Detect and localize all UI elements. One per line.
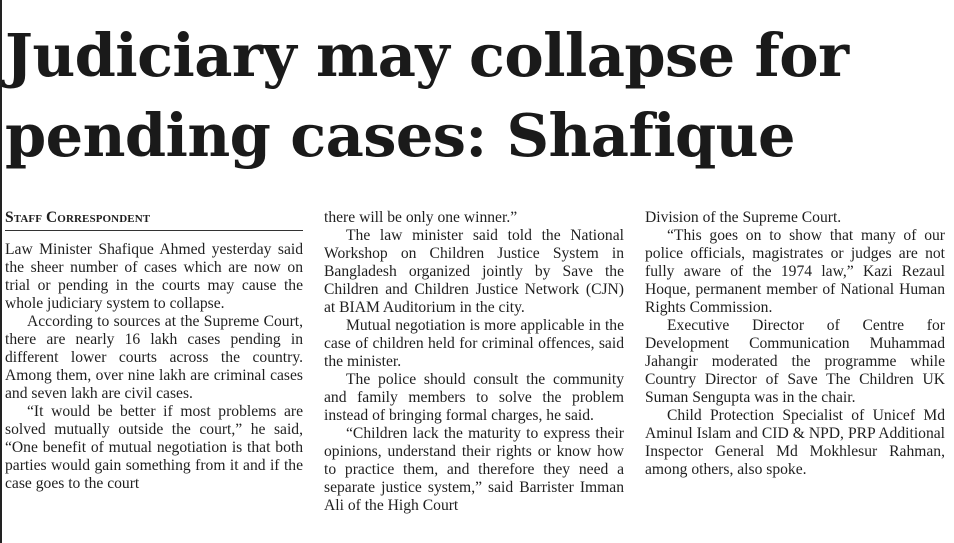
paragraph: The law minister said told the National Workshop on Children Justice System in Bangladesh organized jointly by Save the Children and Children Justice Network (CJN) at BIAM Auditorium in the city. xyxy=(324,227,624,316)
article-column-3 xyxy=(645,209,945,479)
paragraph: “This goes on to show that many of our police officials, magistrates or judges are not fully aware of the 1974 law,” Kazi Rezaul Hoque, permanent member of National Human Rights Commission. xyxy=(645,227,945,316)
article-column-2 xyxy=(324,209,624,515)
paragraph: Law Minister Shafique Ahmed yesterday said the sheer number of cases which are now on trial or pending in the courts may cause the whole judiciary system to collapse. xyxy=(5,241,303,312)
paragraph: Executive Director of Centre for Development Communication Muhammad Jahangir moderated the programme while Country Director of Save The Children UK Suman Sengupta was in the chair. xyxy=(645,317,945,406)
paragraph: “Children lack the maturity to express their opinions, understand their rights or know how to practice them, and therefore they need a separate justice system,” said Barrister Imman Ali of the High Court xyxy=(324,425,624,514)
byline: Staff Correspondent xyxy=(5,209,303,231)
paragraph-continued: Division of the Supreme Court. xyxy=(645,209,842,226)
headline xyxy=(5,16,950,176)
headline-line-2: pending cases: Shafique xyxy=(5,101,795,170)
paragraph: Child Protection Specialist of Unicef Md Aminul Islam and CID & NPD, PRP Additional Inspector General Md Mokhlesur Rahman, among others, also spoke. xyxy=(645,407,945,478)
paragraph: According to sources at the Supreme Court, there are nearly 16 lakh cases pending in different lower courts across the country. Among them, over nine lakh are criminal cases and seven lakh are civil cases. xyxy=(5,313,303,402)
paragraph: Mutual negotiation is more applicable in the case of children held for criminal offences, said the minister. xyxy=(324,317,624,370)
paragraph: “It would be better if most problems are solved mutually outside the court,” he said, “One benefit of mutual negotiation is that both parties would gain something from it and if the case goes to the court xyxy=(5,403,303,492)
paragraph-continued: there will be only one winner.” xyxy=(324,209,518,226)
article-column-1 xyxy=(5,209,303,493)
headline-line-1: Judiciary may collapse for xyxy=(5,21,849,90)
paragraph: The police should consult the community and family members to solve the problem instead of bringing formal charges, he said. xyxy=(324,371,624,424)
